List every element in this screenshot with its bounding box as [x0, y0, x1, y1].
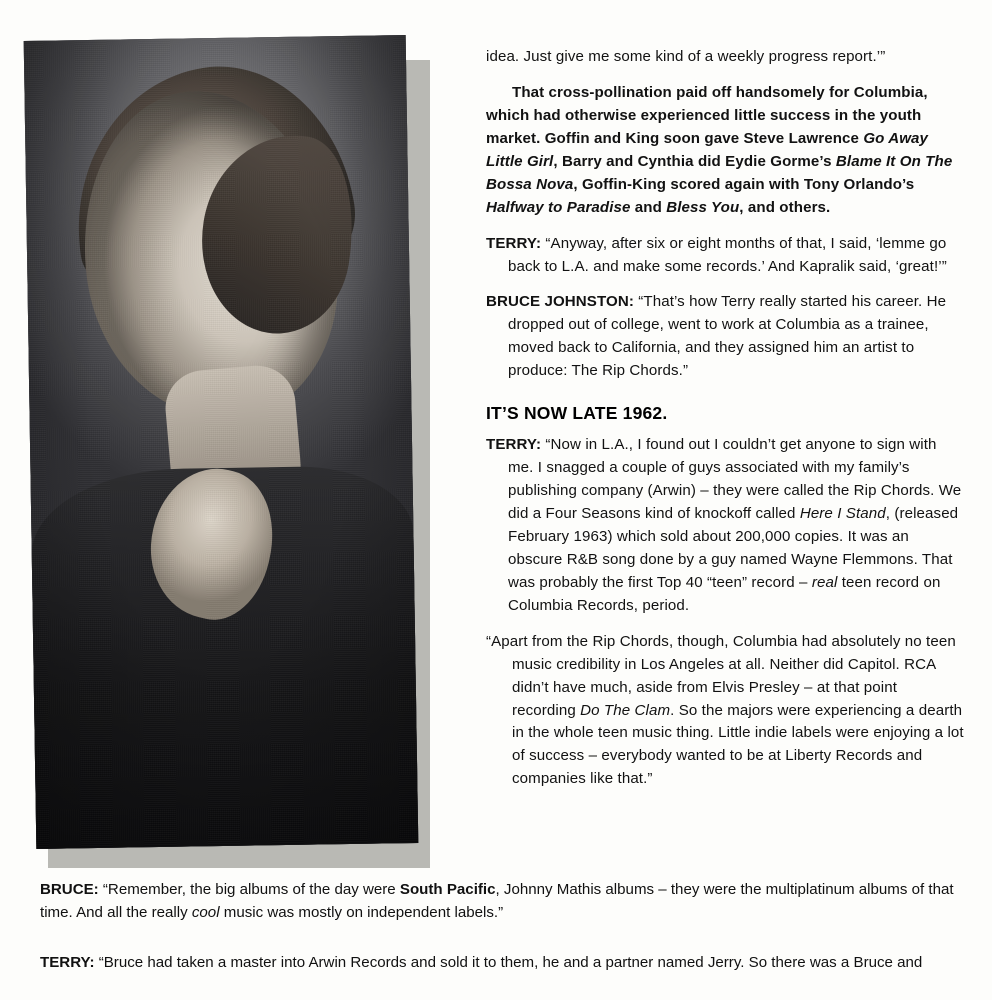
paragraph-terry-now-in-la — [486, 434, 964, 618]
text-run: teen record on Columbia Records, period. — [508, 573, 941, 614]
text-run: , Johnny Mathis albums – they were the multiplatinum albums of that time. And all the really — [40, 881, 954, 922]
paragraph-apart-from-rip-chords — [486, 631, 964, 792]
text-run: TERRY: — [486, 234, 542, 252]
text-run: Go Away Little Girl — [486, 129, 929, 170]
text-run: “Bruce had taken a master into Arwin Records and sold it to them, he and a partner named Jerry. So there was a Bruce and — [94, 953, 923, 971]
text-run: “Now in L.A., I found out I couldn’t get anyone to sign with me. I snagged a couple of guys associated with my family’s publishing company (Arwin) – they were called the Rip Chords. We did a Four Seasons kind of knockoff called — [508, 436, 962, 522]
paragraph-bruce-johnston — [486, 291, 964, 383]
paragraph-terry-anyway — [486, 233, 964, 279]
text-run: idea. Just give me some kind of a weekly progress report.’” — [486, 48, 886, 65]
text-run: , Goffin-King scored again with Tony Orlando’s — [573, 175, 915, 193]
paragraph-terry-bruce-master — [40, 951, 966, 974]
text-run: That cross-pollination paid off handsomely for Columbia, which had otherwise experienced little success in the youth market. Goffin and King soon gave Steve Lawrence — [486, 83, 928, 147]
text-run: cool — [191, 904, 220, 922]
paragraph-bruce-remember — [40, 878, 966, 925]
photo-vignette — [24, 35, 419, 849]
bottom-text-column — [40, 878, 966, 1000]
text-run: . So the majors were experiencing a dearth in the whole teen music thing. Little indie labels were enjoying a lot of success – everybody wanted to be at Liberty Records and companies like that.” — [512, 701, 964, 788]
text-run: , and others. — [739, 198, 831, 216]
paragraph-idea — [486, 46, 964, 69]
text-run: BRUCE JOHNSTON: — [486, 293, 634, 311]
text-run: “Remember, the big albums of the day were — [98, 881, 400, 898]
photo-frame — [24, 35, 419, 849]
text-run: TERRY: — [486, 436, 542, 454]
text-run: , Barry and Cynthia did Eydie Gorme’s — [553, 152, 836, 170]
text-run: Do The Clam — [580, 701, 671, 719]
text-run: “Anyway, after six or eight months of that, I said, ‘lemme go back to L.A. and make some records.’ And Kapralik said, ‘great!’” — [508, 234, 947, 275]
text-run: TERRY: — [40, 953, 95, 971]
text-run: real — [811, 573, 838, 591]
text-run: “Apart from the Rip Chords, though, Columbia had absolutely no teen music credibility in Los Angeles at all. Neither did Capitol. RCA didn’t have much, aside from Elvis Presley – at that point recording — [486, 632, 956, 719]
right-text-column — [486, 46, 964, 804]
profile-photograph — [30, 38, 430, 868]
text-run: Bless You — [666, 198, 740, 216]
text-run: BRUCE: — [40, 881, 99, 898]
paragraph-cross-pollination — [486, 82, 964, 220]
text-run: Halfway to Paradise — [486, 198, 631, 216]
text-run: “That’s how Terry really started his career. He dropped out of college, went to work at Columbia as a trainee, moved back to California, and they assigned him an artist to produce: The Rip Chords.” — [508, 293, 947, 380]
text-run: Here I Stand — [799, 505, 886, 522]
section-heading-late-1962: IT’S NOW LATE 1962. — [486, 403, 668, 424]
text-run: music was mostly on independent labels.” — [219, 904, 504, 922]
text-run: and — [630, 198, 667, 216]
text-run: South Pacific — [399, 881, 496, 898]
text-run: , (released February 1963) which sold about 200,000 copies. It was an obscure R&B song done by a guy named Wayne Flemmons. That was probably the first Top 40 “teen” record – — [508, 505, 959, 591]
text-run: Blame It On The Bossa Nova — [486, 152, 953, 193]
